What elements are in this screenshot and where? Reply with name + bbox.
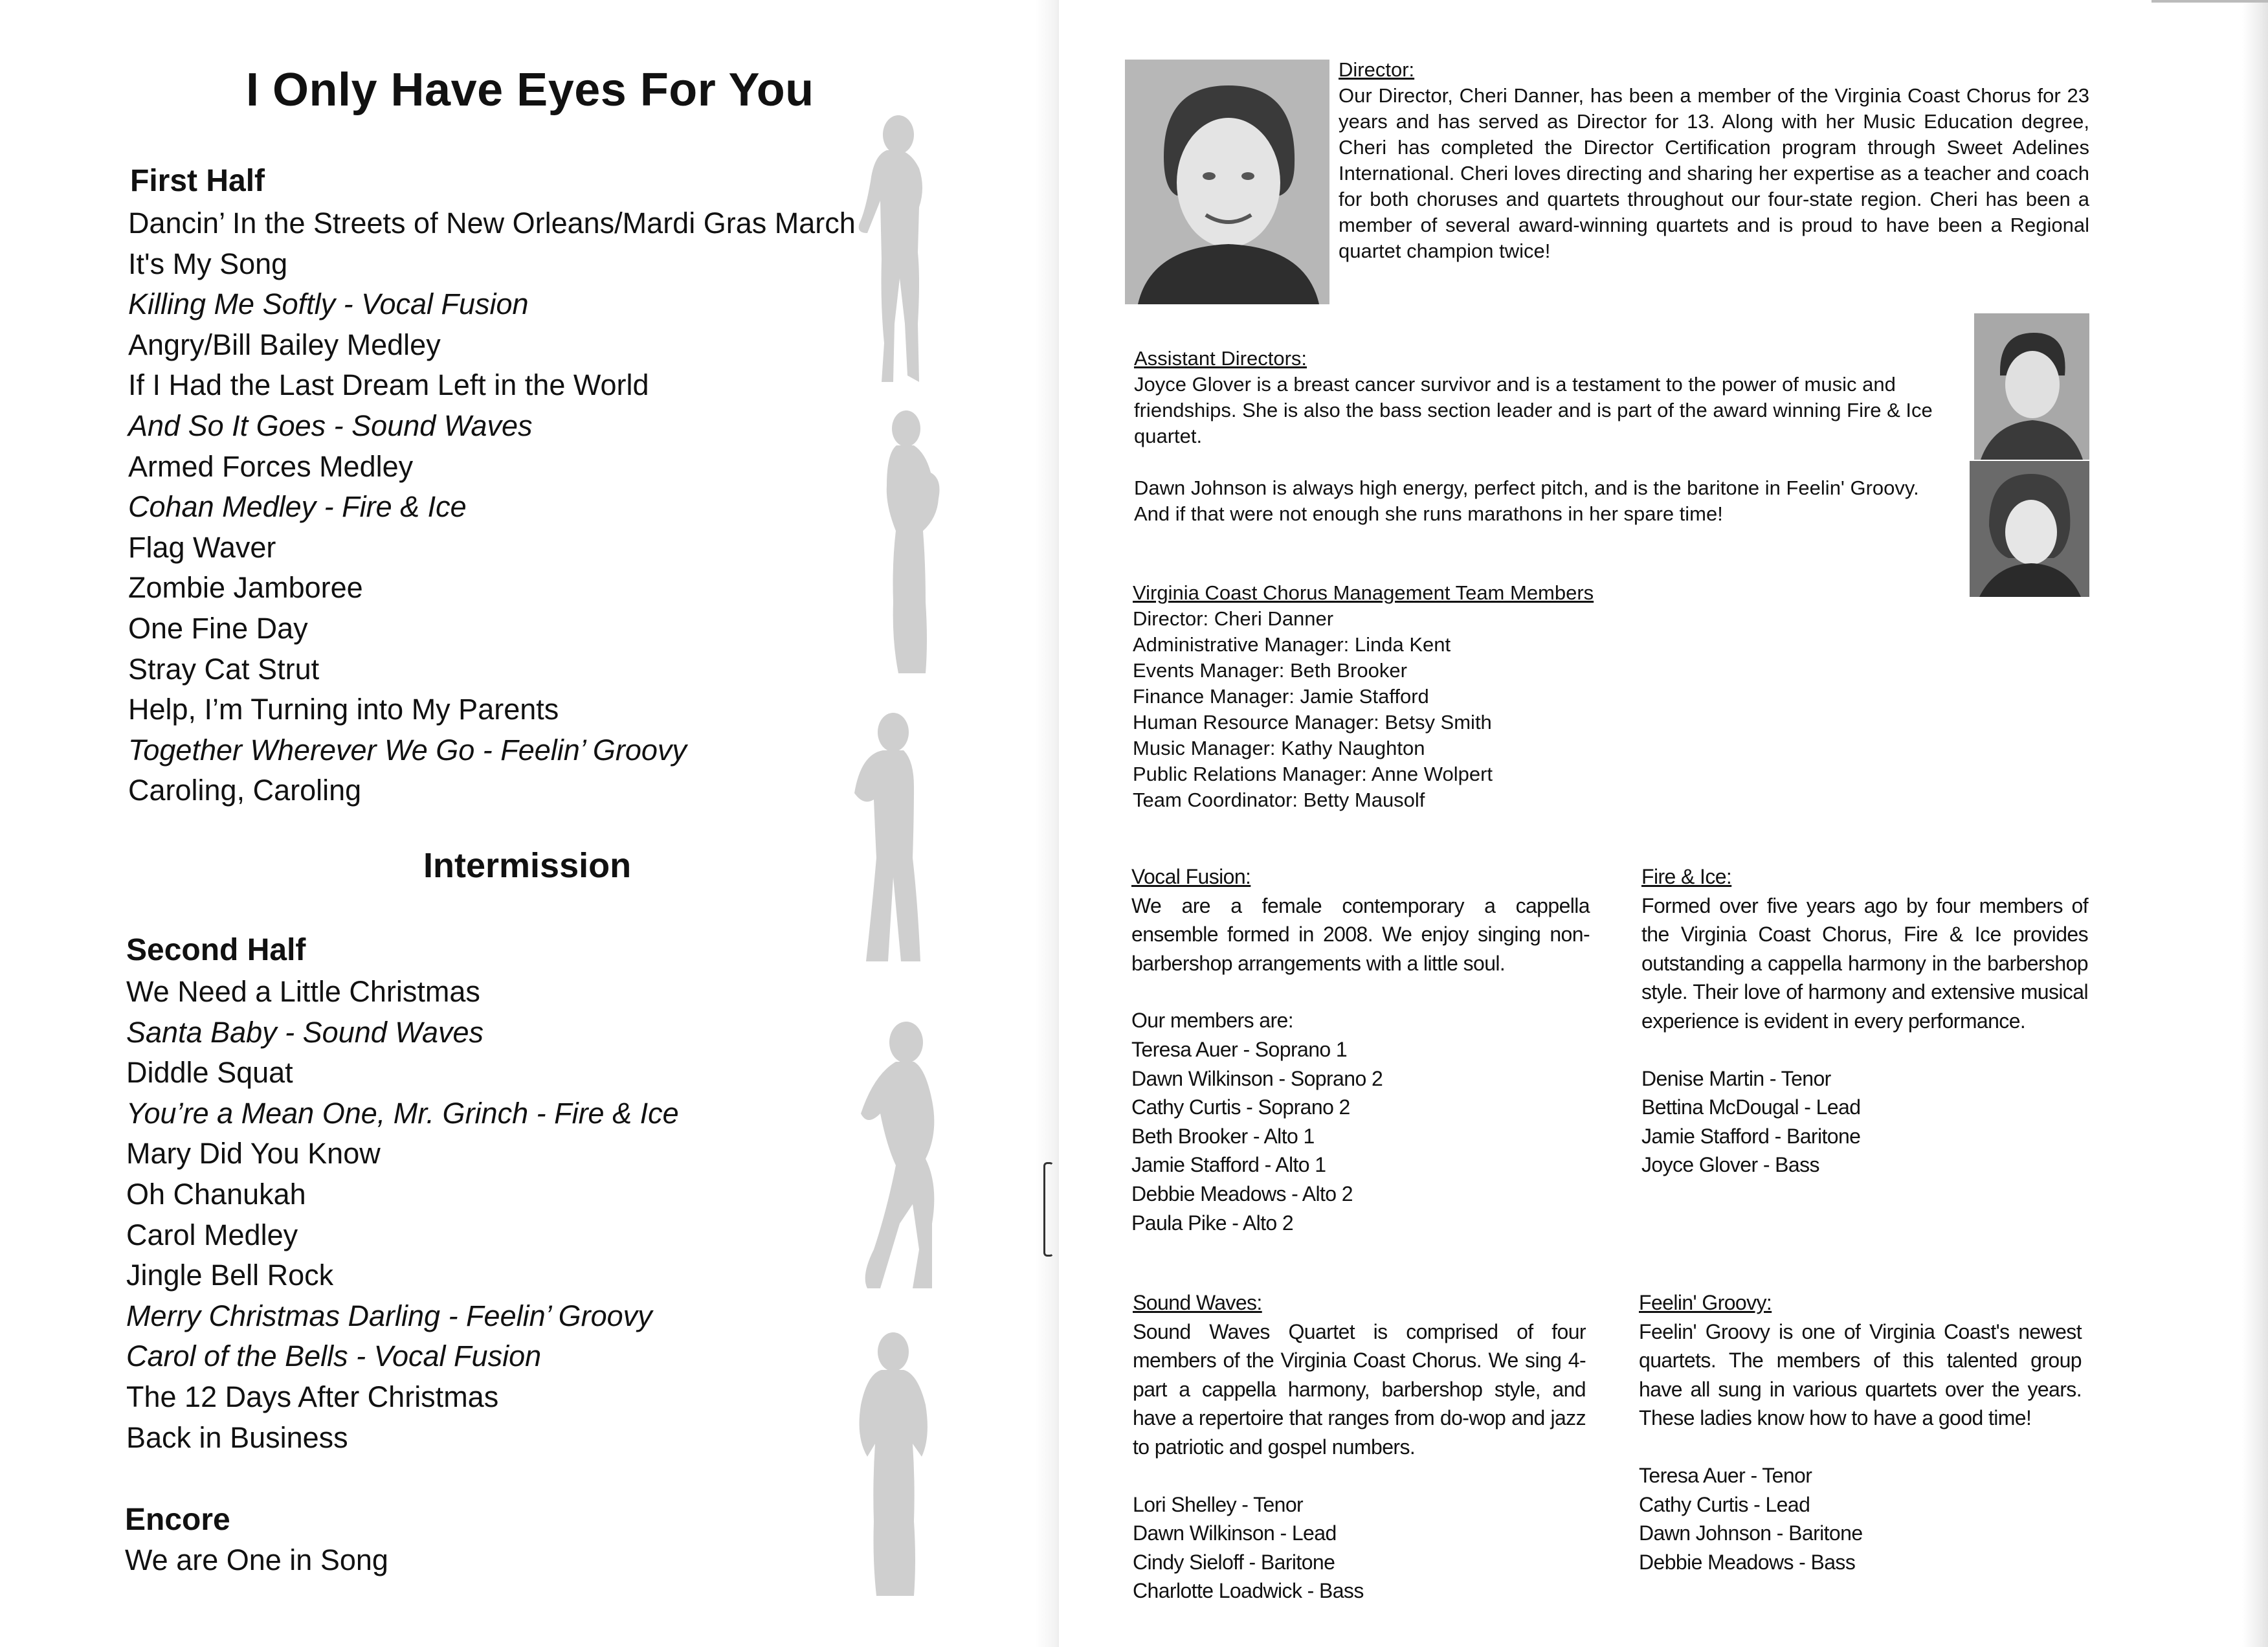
sound-waves-heading: Sound Waves:	[1133, 1291, 1262, 1314]
list-item: Denise Martin - Tenor	[1641, 1066, 1831, 1090]
director-bio: Our Director, Cheri Danner, has been a member of the Virginia Coast Chorus for 23 years and has served as Director for 13. Along with her Music Education degree, Cheri has completed the Director Certification program through Sweet Adelines International. Cheri loves directing and sharing her expertise as a teacher and coach for both choruses and quartets throughout our four-state region. Cheri has been a member of several award-winning quartets and is proud to have been a Regional quartet champion twice!	[1339, 84, 2089, 262]
list-item: Team Coordinator: Betty Mausolf	[1133, 789, 1425, 811]
dawn-johnson-photo	[1970, 461, 2089, 597]
song-item: It's My Song	[128, 247, 288, 280]
song-item: Mary Did You Know	[126, 1137, 381, 1171]
song-item: Angry/Bill Bailey Medley	[128, 328, 441, 361]
song-item: Carol of the Bells - Vocal Fusion	[126, 1339, 542, 1373]
list-item: Teresa Auer - Soprano 1	[1131, 1037, 1348, 1061]
list-item: Teresa Auer - Tenor	[1639, 1463, 1812, 1487]
assistant-directors-section	[1134, 346, 1937, 527]
vocal-fusion-members	[1131, 1035, 1590, 1237]
sound-waves-members	[1133, 1490, 1586, 1606]
song-item: Zombie Jamboree	[128, 571, 363, 605]
song-item: Together Wherever We Go - Feelin’ Groovy	[128, 733, 687, 767]
song-item: Carol Medley	[126, 1218, 298, 1251]
list-item: Music Manager: Kathy Naughton	[1133, 737, 1425, 759]
vocal-fusion-heading: Vocal Fusion:	[1131, 865, 1251, 888]
singer-silhouette-5	[841, 1327, 951, 1599]
list-item: Charlotte Loadwick - Bass	[1133, 1579, 1364, 1603]
encore-heading: Encore	[125, 1503, 230, 1537]
singer-silhouette-2	[861, 408, 958, 680]
song-item: And So It Goes - Sound Waves	[128, 409, 533, 442]
list-item: Finance Manager: Jamie Stafford	[1133, 685, 1429, 708]
list-item: Debbie Meadows - Bass	[1639, 1550, 1856, 1574]
song-item: Stray Cat Strut	[128, 652, 320, 686]
sound-waves-description: Sound Waves Quartet is comprised of four members of the Virginia Coast Chorus. We sing 4-part a cappella harmony, barbershop style, and have a repertoire that ranges from do-wop and jazz to patriotic and gospel numbers.	[1133, 1319, 1586, 1459]
list-item: Director: Cheri Danner	[1133, 607, 1334, 630]
list-item: Jamie Stafford - Baritone	[1641, 1124, 1861, 1148]
list-item: Dawn Wilkinson - Lead	[1133, 1521, 1337, 1545]
list-item: Cathy Curtis - Soprano 2	[1131, 1095, 1350, 1119]
vocal-fusion-section	[1131, 862, 1590, 1237]
director-heading: Director:	[1339, 58, 1415, 81]
fire-ice-members	[1641, 1064, 2088, 1180]
song-item: You’re a Mean One, Mr. Grinch - Fire & Ice	[126, 1096, 679, 1130]
page-edge	[2242, 0, 2268, 1647]
list-item: Bettina McDougal - Lead	[1641, 1095, 1861, 1119]
staple-bottom	[1043, 1162, 1054, 1257]
song-item: Dancin’ In the Streets of New Orleans/Mardi Gras March	[128, 207, 856, 240]
joyce-glover-photo	[1974, 313, 2089, 460]
encore-song-list	[125, 1540, 388, 1581]
second-half-song-list	[126, 972, 679, 1458]
list-item: Paula Pike - Alto 2	[1131, 1211, 1294, 1235]
page-edge-line	[2151, 0, 2268, 3]
list-item: Dawn Wilkinson - Soprano 2	[1131, 1066, 1383, 1090]
first-half-heading: First Half	[130, 164, 265, 198]
fire-ice-description: Formed over five years ago by four members of the Virginia Coast Chorus, Fire & Ice provides outstanding a cappella harmony in the barbershop style. Their love of harmony and extensive musical experience is evident in every performance.	[1641, 893, 2088, 1033]
song-item: Cohan Medley - Fire & Ice	[128, 490, 467, 524]
feelin-groovy-members	[1639, 1461, 2082, 1576]
second-half-heading: Second Half	[126, 933, 306, 967]
first-half-song-list	[128, 203, 856, 811]
fire-ice-section	[1641, 862, 2088, 1180]
song-item: We Need a Little Christmas	[126, 975, 480, 1008]
song-item: If I Had the Last Dream Left in the World	[128, 368, 649, 402]
vocal-fusion-members-intro: Our members are:	[1131, 1009, 1294, 1033]
management-heading: Virginia Coast Chorus Management Team Members	[1133, 581, 1594, 604]
management-list	[1133, 606, 1715, 813]
list-item: Lori Shelley - Tenor	[1133, 1492, 1304, 1516]
list-item: Beth Brooker - Alto 1	[1131, 1124, 1315, 1148]
song-item: Diddle Squat	[126, 1056, 293, 1090]
list-item: Administrative Manager: Linda Kent	[1133, 633, 1451, 656]
list-item: Joyce Glover - Bass	[1641, 1153, 1819, 1177]
singer-silhouette-1	[835, 110, 945, 388]
song-item: Back in Business	[126, 1420, 348, 1454]
vocal-fusion-description: We are a female contemporary a cappella ensemble formed in 2008. We enjoy singing non-barbershop arrangements with a little soul.	[1131, 893, 1590, 975]
list-item: Cindy Sieloff - Baritone	[1133, 1550, 1335, 1574]
song-item: Armed Forces Medley	[128, 449, 414, 483]
list-item: Cathy Curtis - Lead	[1639, 1492, 1810, 1516]
program-title: I Only Have Eyes For You	[246, 64, 814, 116]
dawn-johnson-bio: Dawn Johnson is always high energy, perfect pitch, and is the baritone in Feelin' Groovy. And if that were not enough she runs marathons in her spare time!	[1134, 476, 1919, 525]
singer-silhouette-4	[841, 1016, 971, 1295]
management-section	[1133, 580, 1715, 813]
singer-silhouette-3	[841, 709, 939, 968]
song-item: The 12 Days After Christmas	[126, 1380, 499, 1413]
joyce-glover-bio: Joyce Glover is a breast cancer survivor and is a testament to the power of music and friendships. She is also the bass section leader and is part of the award winning Fire & Ice quartet.	[1134, 373, 1933, 447]
song-item: Killing Me Softly - Vocal Fusion	[128, 287, 529, 321]
intermission-heading: Intermission	[423, 846, 632, 885]
feelin-groovy-heading: Feelin' Groovy:	[1639, 1291, 1772, 1314]
song-item: Flag Waver	[128, 530, 276, 564]
list-item: Events Manager: Beth Brooker	[1133, 659, 1407, 682]
assistant-directors-heading: Assistant Directors:	[1134, 347, 1307, 370]
song-item: Merry Christmas Darling - Feelin’ Groovy	[126, 1299, 652, 1332]
feelin-groovy-section	[1639, 1288, 2082, 1576]
song-item: Oh Chanukah	[126, 1177, 306, 1211]
feelin-groovy-description: Feelin' Groovy is one of Virginia Coast's newest quartets. The members of this talented group have all sung in various quartets over the years. These ladies know how to have a good time!	[1639, 1319, 2082, 1430]
director-photo	[1125, 60, 1329, 304]
fire-ice-heading: Fire & Ice:	[1641, 865, 1732, 888]
sound-waves-section	[1133, 1288, 1586, 1606]
song-item: Help, I’m Turning into My Parents	[128, 693, 559, 726]
song-item: One Fine Day	[128, 611, 308, 645]
list-item: Public Relations Manager: Anne Wolpert	[1133, 763, 1493, 785]
left-page	[0, 0, 1059, 1647]
list-item: Dawn Johnson - Baritone	[1639, 1521, 1863, 1545]
director-section	[1339, 57, 2089, 264]
song-item: We are One in Song	[125, 1543, 388, 1576]
song-item: Caroling, Caroling	[128, 774, 362, 807]
list-item: Debbie Meadows - Alto 2	[1131, 1182, 1353, 1205]
list-item: Human Resource Manager: Betsy Smith	[1133, 711, 1492, 734]
song-item: Santa Baby - Sound Waves	[126, 1015, 484, 1049]
song-item: Jingle Bell Rock	[126, 1259, 334, 1292]
list-item: Jamie Stafford - Alto 1	[1131, 1153, 1326, 1177]
